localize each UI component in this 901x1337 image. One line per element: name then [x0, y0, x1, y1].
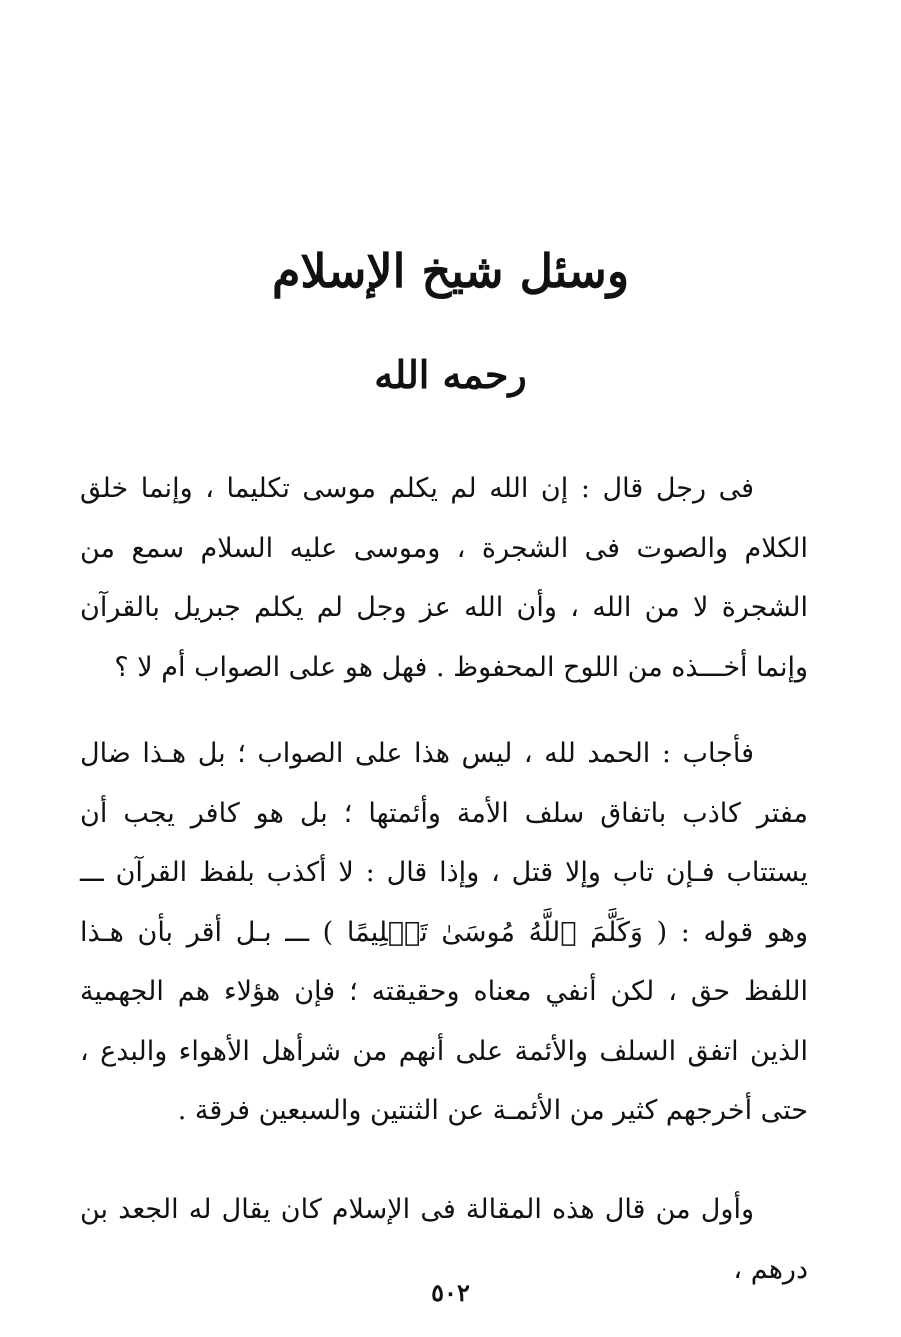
page-number: ٥٠٢	[431, 1278, 470, 1307]
answer-paragraph: فأجاب : الحمد لله ، ليس هذا على الصواب ؛ بل هـذا ضال مفتر كاذب باتفاق سلف الأمة وأئمتها ؛ بل هو كافر يجب أن يستتاب فـإن تاب وإلا قتل ، وإذا قال : لا أكذب بلفظ القرآن ـــ وهو قوله : ( وَكَلَّمَ ٱللَّهُ مُوسَىٰ تَكۡلِيمًا ) ـــ بـل أقر بأن هـذا اللفظ حق ، لكن أنفي معناه وحقيقته ؛ فإن هؤلاء هم الجهمية الذين اتفق السلف والأئمة على أنهم من شرأهل الأهواء والبدع ، حتى أخرجهم كثير من الأئمـة عن الثنتين والسبعين فرقة .	[80, 738, 808, 1126]
closing-paragraph: وأول من قال هذه المقالة فى الإسلام كان يقال له الجعد بن درهم ،	[80, 1194, 808, 1285]
page-subtitle: رحمه الله	[374, 352, 527, 397]
page-title: وسئل شيخ الإسلام	[271, 244, 630, 298]
question-paragraph: فى رجل قال : إن الله لم يكلم موسى تكليما ، وإنما خلق الكلام والصوت فى الشجرة ، وموسى عليه السلام سمع من الشجرة لا من الله ، وأن الله عز وجل لم يكلم جبريل بالقرآن وإنما أخـــذه من اللوح المحفوظ . فهل هو على الصواب أم لا ؟	[80, 473, 808, 683]
